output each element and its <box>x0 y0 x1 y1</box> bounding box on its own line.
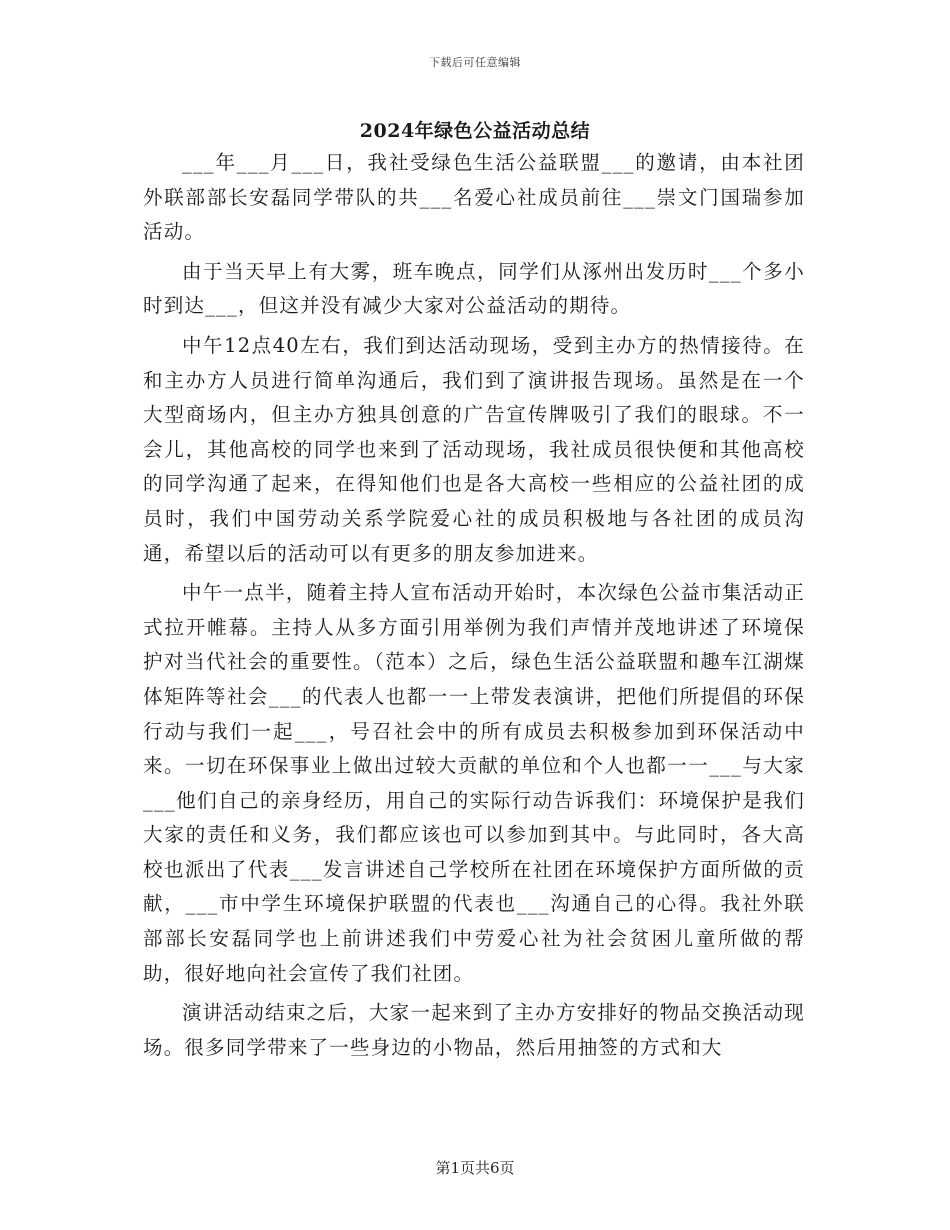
document-body <box>143 146 805 1070</box>
paragraph: 由于当天早上有大雾，班车晚点，同学们从涿州出发历时___个多小时到达___，但这并没有减少大家对公益活动的期待。 <box>143 259 805 318</box>
paragraph: 中午12点40左右，我们到达活动现场，受到主办方的热情接待。在和主办方人员进行简单沟通后，我们到了演讲报告现场。虽然是在一个大型商场内，但主办方独具创意的广告宣传牌吸引了我们的眼球。不一会儿，其他高校的同学也来到了活动现场，我社成员很快便和其他高校的同学沟通了起来，在得知他们也是各大高校一些相应的公益社团的成员时，我们中国劳动关系学院爱心社的成员积极地与各社团的成员沟通，希望以后的活动可以有更多的朋友参加进来。 <box>143 333 805 565</box>
header-note: 下载后可任意编辑 <box>429 56 521 69</box>
paragraph: 中午一点半，随着主持人宣布活动开始时，本次绿色公益市集活动正式拉开帷幕。主持人从多方面引用举例为我们声情并茂地讲述了环境保护对当代社会的重要性。（范本）之后，绿色生活公益联盟和趣车江湖煤体矩阵等社会___的代表人也都一一上带发表演讲，把他们所提倡的环保行动与我们一起___，号召社会中的所有成员去积极参加到环保活动中来。一切在环保事业上做出过较大贡献的单位和个人也都一一___与大家___他们自己的亲身经历，用自己的实际行动告诉我们：环境保护是我们大家的责任和义务，我们都应该也可以参加到其中。与此同时，各大高校也派出了代表___发言讲述自己学校所在社团在环境保护方面所做的贡献，___市中学生环境保护联盟的代表也___沟通自己的心得。我社外联部部长安磊同学也上前讲述我们中劳爱心社为社会贫困儿童所做的帮助，很好地向社会宣传了我们社团。 <box>143 581 805 985</box>
page-number: 第1页共6页 <box>435 1159 515 1177</box>
paragraph: 演讲活动结束之后，大家一起来到了主办方安排好的物品交换活动现场。很多同学带来了一些身边的小物品，然后用抽签的方式和大 <box>143 1001 805 1059</box>
document-title: 2024年绿色公益活动总结 <box>359 120 591 142</box>
paragraph: ___年___月___日，我社受绿色生活公益联盟___的邀请，由本社团外联部部长安磊同学带队的共___名爱心社成员前往___崇文门国瑞参加活动。 <box>143 151 805 244</box>
